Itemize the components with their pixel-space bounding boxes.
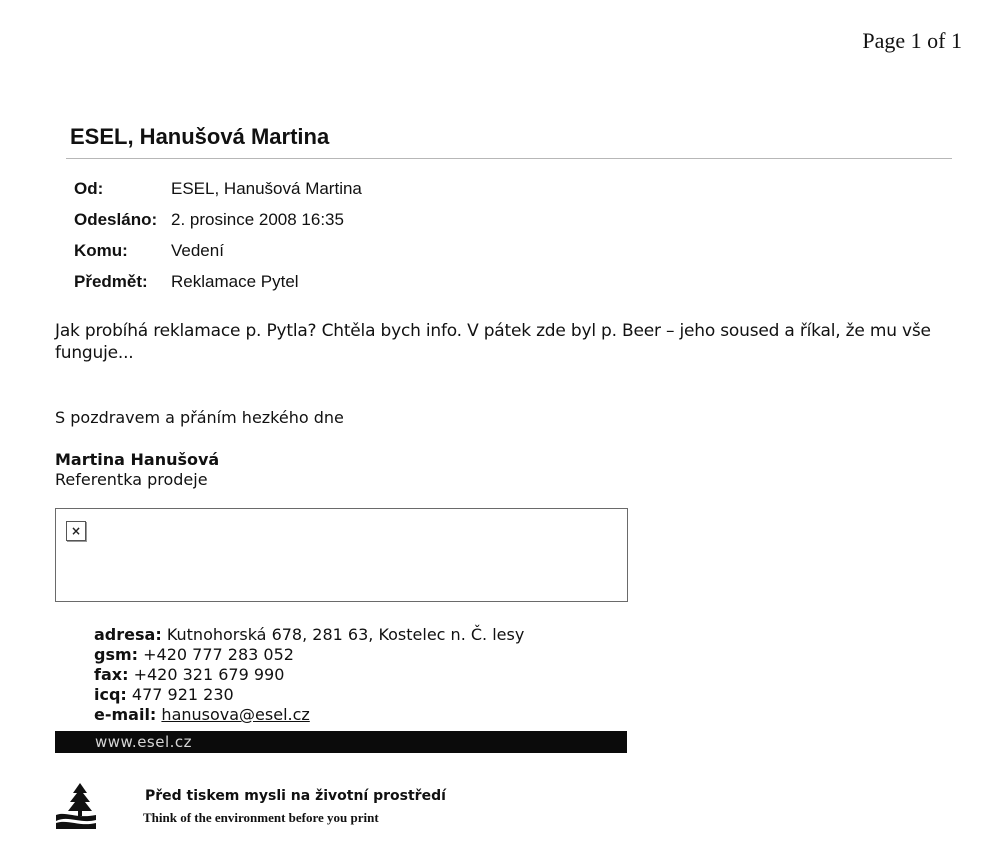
website-link[interactable]: www.esel.cz <box>95 733 193 751</box>
broken-image-icon: × <box>66 521 86 541</box>
tree-environment-icon <box>54 781 98 831</box>
header-value-subject: Reklamace Pytel <box>171 271 299 291</box>
contact-block <box>94 625 524 725</box>
header-label-from: Od: <box>74 178 104 198</box>
contact-gsm-label: gsm: <box>94 645 139 664</box>
signature-name: Martina Hanušová <box>55 450 220 469</box>
header-row-subject <box>74 266 362 297</box>
header-row-sent <box>74 204 362 235</box>
contact-icq-label: icq: <box>94 685 127 704</box>
header-row-to <box>74 235 362 266</box>
eco-note-czech: Před tiskem mysli na životní prostředí <box>145 788 446 804</box>
header-value-sent: 2. prosince 2008 16:35 <box>171 209 344 229</box>
header-row-from <box>74 173 362 204</box>
page-number: Page 1 of 1 <box>862 28 962 53</box>
contact-gsm-value: +420 777 283 052 <box>143 645 294 664</box>
website-bar <box>55 731 627 753</box>
header-label-to: Komu: <box>74 240 128 260</box>
signature-image-placeholder <box>55 508 628 602</box>
contact-address-value: Kutnohorská 678, 281 63, Kostelec n. Č. lesy <box>166 625 525 644</box>
contact-email-label: e-mail: <box>94 705 157 724</box>
signature-role: Referentka prodeje <box>55 470 208 489</box>
header-label-subject: Předmět: <box>74 271 148 291</box>
header-label-sent: Odesláno: <box>74 209 158 229</box>
header-value-from: ESEL, Hanušová Martina <box>171 178 362 198</box>
email-title: ESEL, Hanušová Martina <box>70 124 330 149</box>
contact-gsm <box>94 645 524 665</box>
contact-fax <box>94 665 524 685</box>
contact-fax-value: +420 321 679 990 <box>133 665 285 684</box>
email-headers <box>74 173 362 297</box>
header-value-to: Vedení <box>171 240 224 260</box>
contact-email <box>94 705 524 725</box>
contact-email-link[interactable]: hanusova@esel.cz <box>161 705 310 724</box>
contact-icq-value: 477 921 230 <box>131 685 234 704</box>
contact-address <box>94 625 524 645</box>
email-greeting: S pozdravem a přáním hezkého dne <box>55 408 344 427</box>
eco-note-english: Think of the environment before you print <box>143 810 379 825</box>
title-divider <box>66 158 952 159</box>
email-body: Jak probíhá reklamace p. Pytla? Chtěla bych info. V pátek zde byl p. Beer – jeho soused a říkal, že mu vše funguje... <box>55 321 931 363</box>
contact-icq <box>94 685 524 705</box>
contact-address-label: adresa: <box>94 625 162 644</box>
contact-fax-label: fax: <box>94 665 129 684</box>
